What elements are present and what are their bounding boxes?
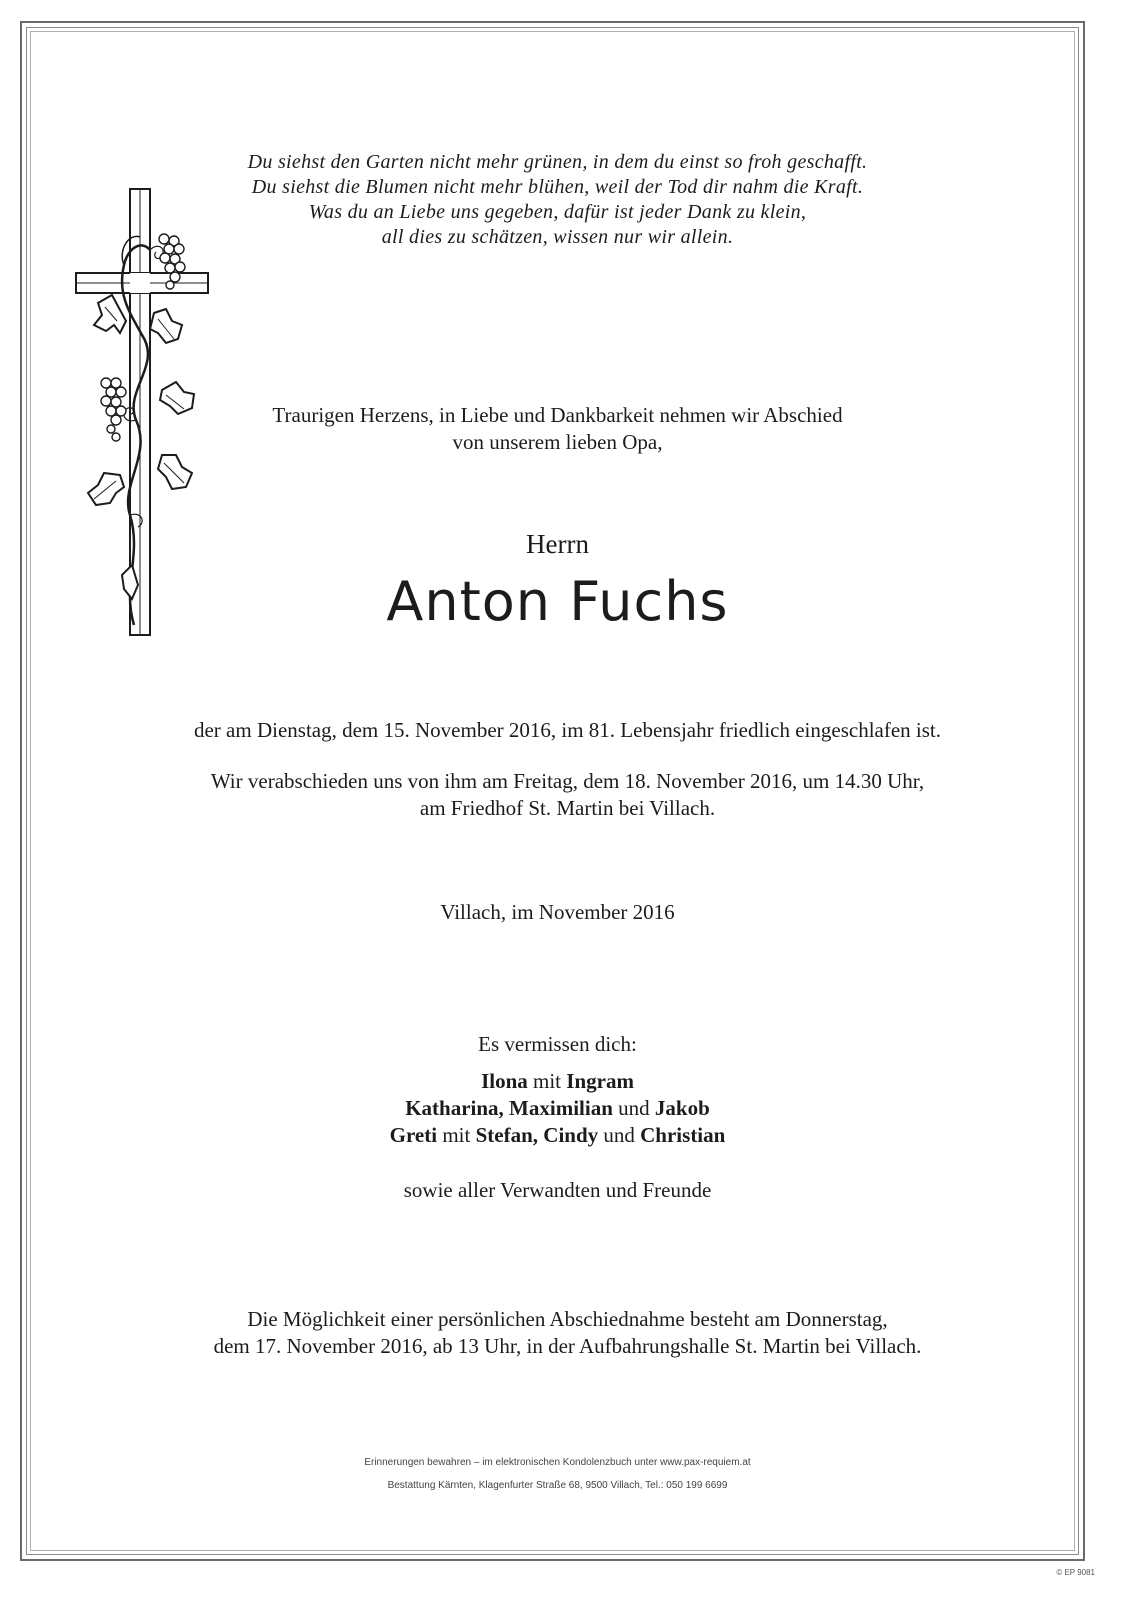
connector: mit	[527, 1069, 567, 1093]
intro-line-1: Traurigen Herzens, in Liebe und Dankbarkeit nehmen wir Abschied	[272, 403, 843, 427]
connector: mit	[437, 1123, 476, 1147]
poem-line: all dies zu schätzen, wissen nur wir allein.	[381, 226, 734, 248]
footer-undertaker-info: Bestattung Kärnten, Klagenfurter Straße 68, 9500 Villach, Tel.: 050 199 6699	[387, 1480, 728, 1491]
death-notice: der am Dienstag, dem 15. November 2016, im 81. Lebensjahr friedlich eingeschlafen ist.	[193, 718, 942, 742]
mourners-heading: Es vermissen dich:	[478, 1032, 637, 1056]
farewell-line-2: am Friedhof St. Martin bei Villach.	[419, 796, 716, 820]
footer-condolence-info: Erinnerungen bewahren – im elektronischen Kondolenzbuch unter www.pax-requiem.at	[364, 1457, 751, 1468]
mourner-name: Ilona	[481, 1069, 528, 1093]
mourner-name: Jakob	[654, 1096, 710, 1120]
mourner-name: Katharina, Maximilian	[405, 1096, 613, 1120]
mourners-list	[120, 1068, 995, 1149]
print-code: © EP 9081	[1056, 1568, 1095, 1577]
mourner-line	[120, 1122, 995, 1149]
connector: und	[598, 1123, 641, 1147]
mourner-name: Stefan, Cindy	[475, 1123, 599, 1147]
deceased-name: Anton Fuchs	[386, 570, 729, 633]
place-date: Villach, im November 2016	[440, 900, 675, 924]
other-mourners: sowie aller Verwandten und Freunde	[403, 1178, 712, 1202]
viewing-notice	[100, 1306, 1035, 1360]
mourner-name: Ingram	[566, 1069, 634, 1093]
mourner-line	[120, 1068, 995, 1095]
poem-line: Du siehst die Blumen nicht mehr blühen, weil der Tod dir nahm die Kraft.	[251, 176, 864, 198]
intro-text	[120, 402, 995, 456]
mourner-name: Christian	[640, 1123, 726, 1147]
intro-line-2: von unserem lieben Opa,	[452, 430, 663, 454]
mourner-name: Greti	[389, 1123, 438, 1147]
connector: und	[612, 1096, 655, 1120]
farewell-details	[100, 768, 1035, 822]
memorial-poem	[120, 150, 995, 250]
mourner-line	[120, 1095, 995, 1122]
farewell-line-1: Wir verabschieden uns von ihm am Freitag, dem 18. November 2016, um 14.30 Uhr,	[210, 769, 925, 793]
viewing-line-2: dem 17. November 2016, ab 13 Uhr, in der Aufbahrungshalle St. Martin bei Villach.	[213, 1334, 922, 1358]
salutation: Herrn	[526, 529, 589, 559]
poem-line: Was du an Liebe uns gegeben, dafür ist jeder Dank zu klein,	[308, 201, 807, 223]
viewing-line-1: Die Möglichkeit einer persönlichen Abschiednahme besteht am Donnerstag,	[247, 1307, 888, 1331]
poem-line: Du siehst den Garten nicht mehr grünen, in dem du einst so froh geschafft.	[247, 151, 868, 173]
